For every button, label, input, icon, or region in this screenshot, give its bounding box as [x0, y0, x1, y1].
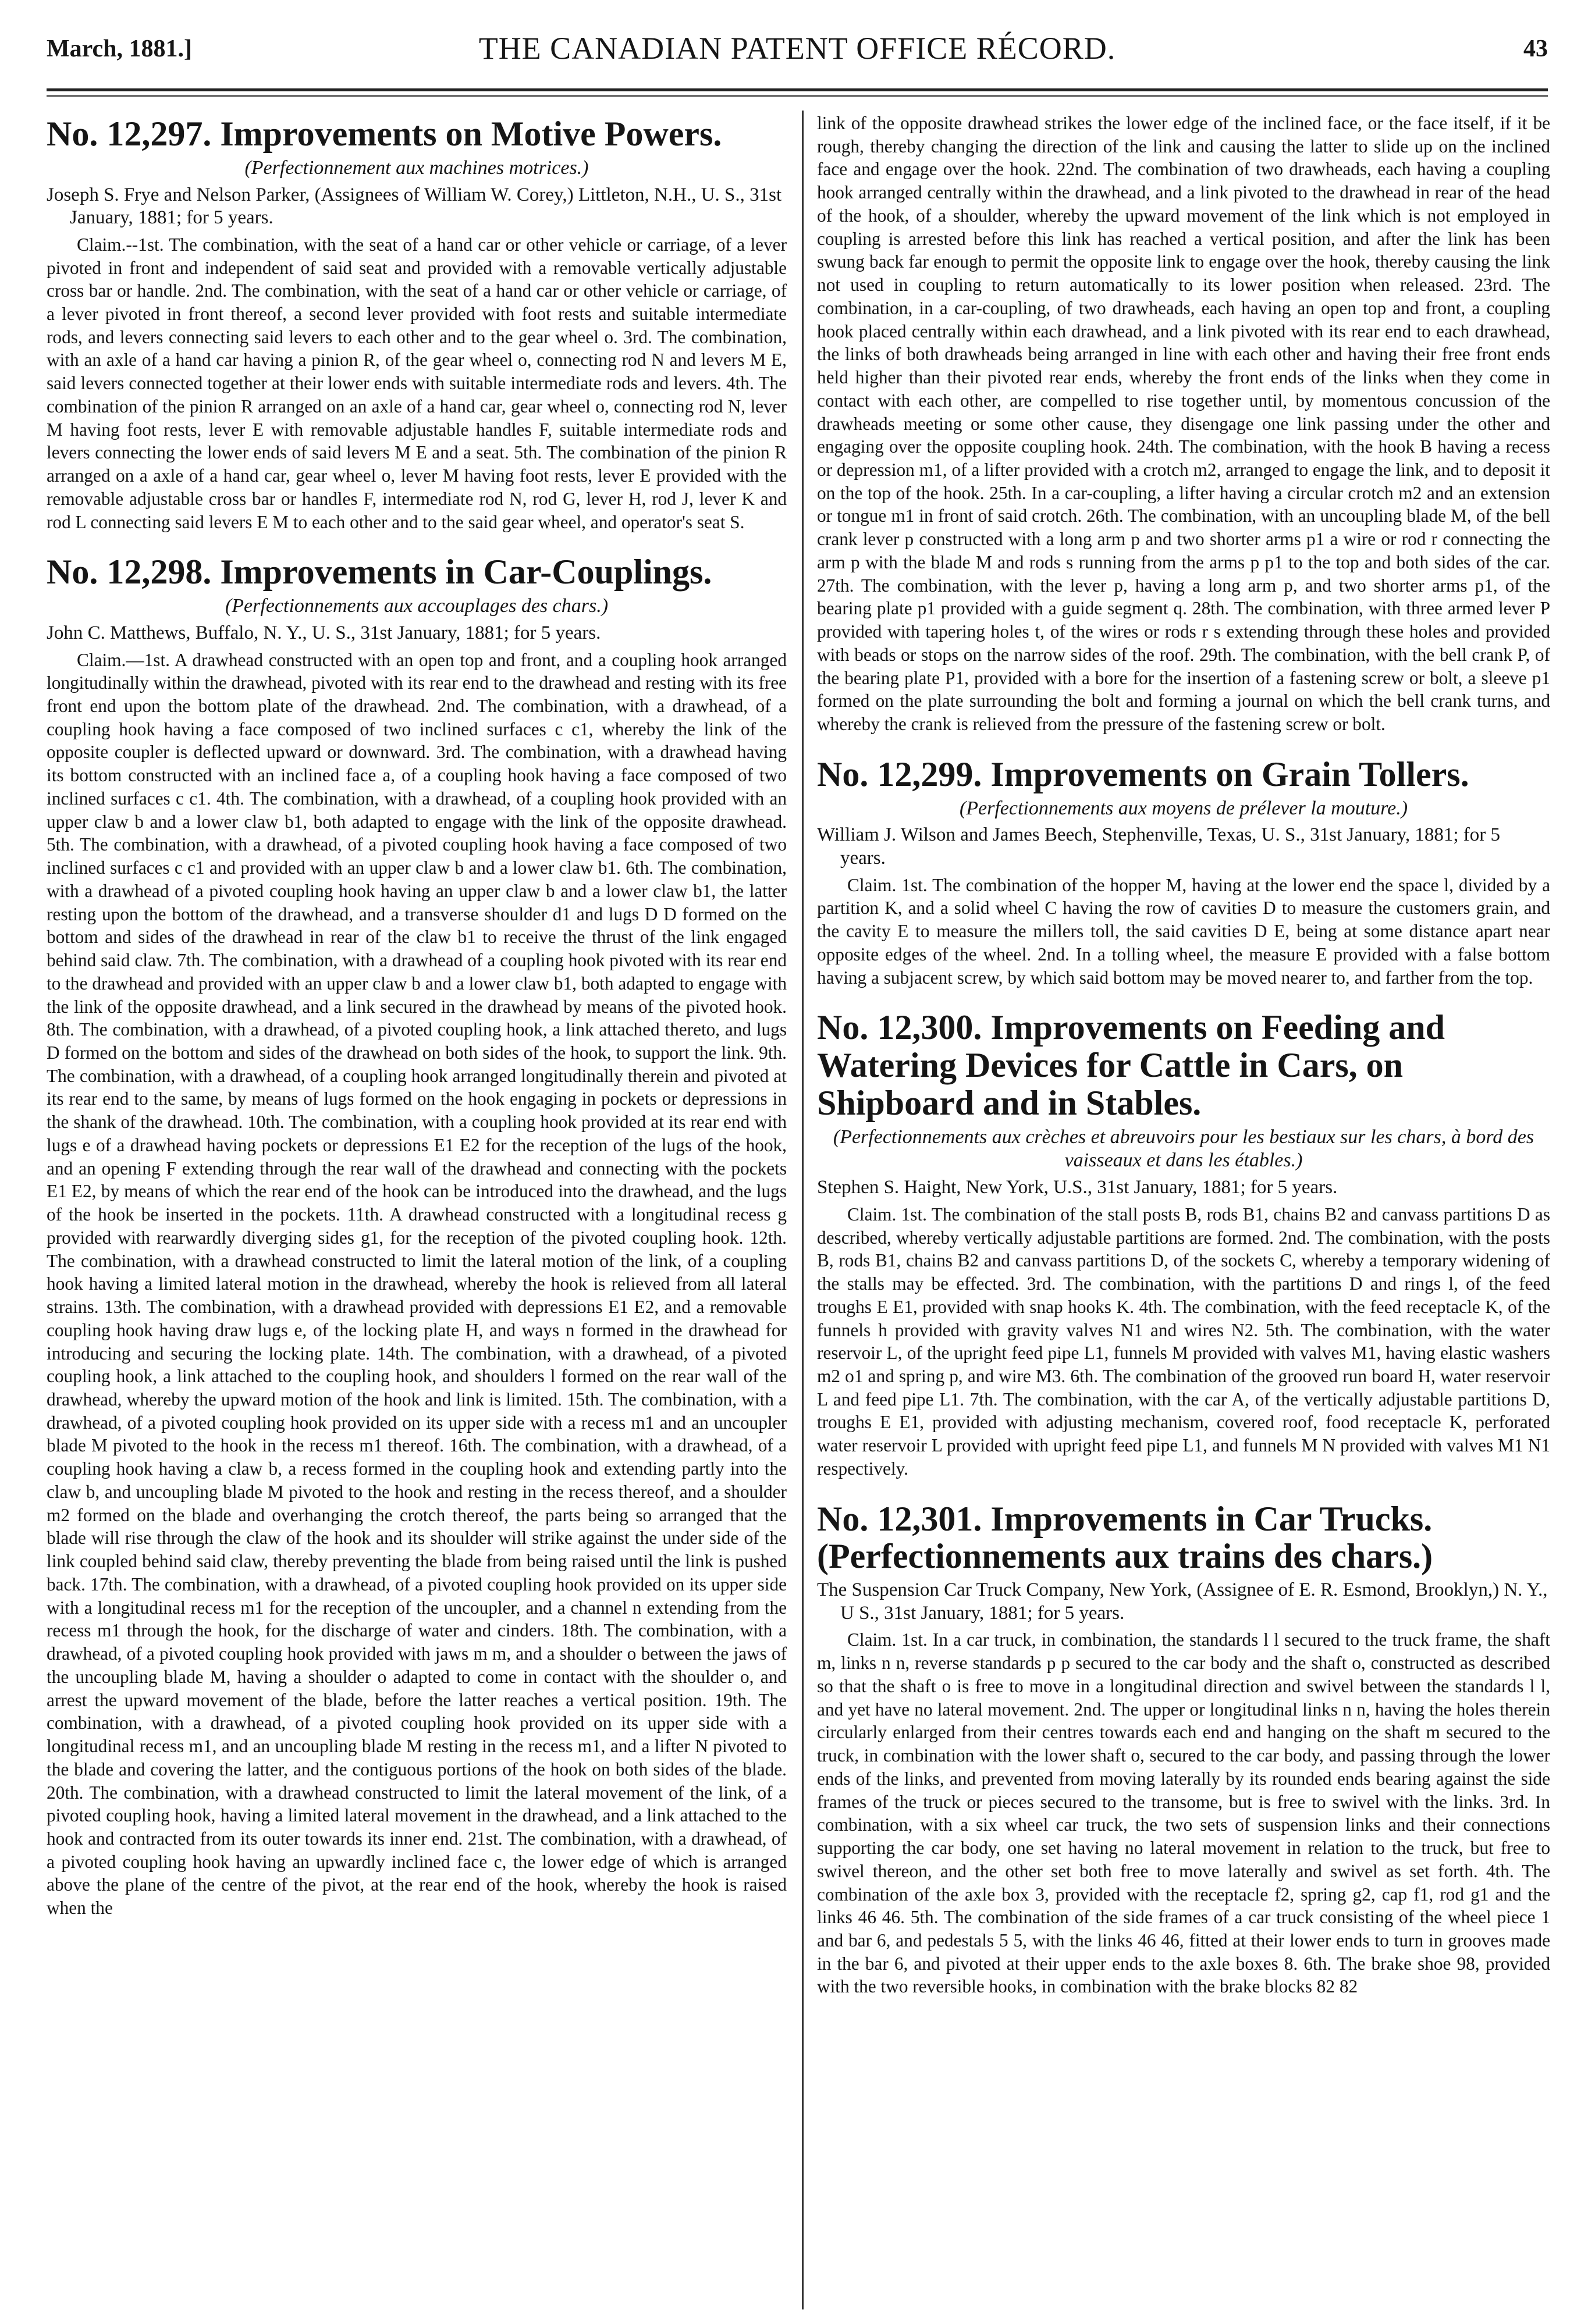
patent-translation: (Perfectionnements aux crèches et abreuvoirs pour les bestiaux sur les chars, à bord des vaisseaux et dans les étables.) [833, 1126, 1534, 1172]
patent-heading: No. 12,301. Improvements in Car Trucks. (Perfectionnements aux trains des chars.) [817, 1499, 1433, 1576]
left-column [47, 112, 787, 2316]
patent-inventor: The Suspension Car Truck Company, New York, (Assignee of E. R. Esmond, Brooklyn,) N. Y., U S., 31st January, 1881; for 5 years. [817, 1579, 1548, 1624]
patent-entry [817, 1500, 1550, 1999]
patent-entry-continued [817, 112, 1550, 736]
patent-heading: No. 12,298. Improvements in Car-Couplings. [47, 553, 712, 592]
page-header [47, 22, 1548, 74]
patent-claims: Claim. 1st. In a car truck, in combination, the standards l l secured to the truck frame, the shaft m, links n n, reverse standards p p secured to the car body and the shaft o, constructed as described so that the shaft o is free to move in a longitudinal direction and swivel between the standards l l, and yet have no lateral movement. 2nd. The upper or longitudinal links n n, having the holes therein circularly enlarged from their centres towards each end and hanging on the shaft m secured to the truck, in combination with the lower shaft o, secured to the car body, and passing through the lower ends of the links, and prevented from moving laterally by its rounded ends bearing against the side frames of the truck or pieces secured to the transome, but is free to swivel with the links. 3rd. In combination, with a six wheel car truck, the two sets of suspension links and their connections supporting the car body, one set having no lateral movement in relation to the truck, but free to swivel thereon, and the other set both free to move laterally and swivel as set forth. 4th. The combination of the axle box 3, provided with the receptacle f2, spring g2, cap f1, rod g1 and the links 46 46. 5th. The combination of the side frames of a car truck consisting of the wheel piece 1 and bar 6, and pedestals 5 5, with the links 46 46, fitted at their lower ends to turn in grooves made in the bar 6, and pivoted at their upper ends to the axle boxes 8. 6th. The brake shoe 98, provided with the two reversible hooks, in combination with the brake blocks 82 82 [817, 1629, 1550, 1997]
patent-heading: No. 12,297. Improvements on Motive Powers. [47, 115, 722, 153]
patent-inventor: John C. Matthews, Buffalo, N. Y., U. S., 31st January, 1881; for 5 years. [47, 622, 601, 643]
patent-claims: Claim.--1st. The combination, with the seat of a hand car or other vehicle or carriage, of a lever pivoted in front and independent of said seat and provided with a removable vertically adjustable cross bar or handle. 2nd. The combination, with the seat of a hand car or other vehicle or carriage, of a lever pivoted in front thereof, a second lever provided with foot rests and suitable intermediate rods, and levers connecting said levers to each other and to the gear wheel o. 3rd. The combination, with an axle of a hand car having a pinion R, of the gear wheel o, connecting rod N and levers M E, said levers connected together at their lower ends with suitable intermediate rods and levers. 4th. The combination of the pinion R arranged on an axle of a hand car, gear wheel o, connecting rod N, lever M having foot rests, lever E with removable adjustable handles F, suitable intermediate rods and levers connecting the lower ends of said levers M E and a seat. 5th. The combination of the pinion R arranged on a axle of a hand car, gear wheel o, lever M having foot rests, lever E provided with the removable adjustable cross bar or handles F, intermediate rod N, rod G, lever H, rod J, lever K and rod L connecting said levers E M to each other and to the said gear wheel, and operator's seat S. [47, 234, 787, 532]
header-rule [47, 88, 1548, 91]
patent-claims-continued: link of the opposite drawhead strikes the lower edge of the inclined face, or the face itself, if it be rough, thereby changing the direction of the link and causing the latter to slide up on the inclined face and engage over the hook. 22nd. The combination of two drawheads, each having a coupling hook arranged centrally within the drawhead, and a link pivoted to the drawhead in rear of the head of the hook, of a shoulder, whereby the upward movement of the link which is not employed in coupling is arrested before this link has reached a vertical position, and after the link has been swung back far enough to permit the opposite link to engage over the hook, thereby causing the link not used in coupling to return automatically to its lower position when released. 23rd. The combination, in a car-coupling, of two drawheads, each having an open top and front, a coupling hook placed centrally within each drawhead, and a link pivoted with its rear end to each drawhead, the links of both drawheads being arranged in line with each other and having their free front ends held higher than their pivoted rear ends, whereby the front ends of the links when they come in contact with each other, are compelled to rise together until, by momentous concussion of the drawheads meeting or some other cause, they disengage one link passing under the other and engaging over the opposite coupling hook. 24th. The combination, with the hook B having a recess or depression m1, of a lifter provided with a crotch m2, arranged to engage the link, and to deposit it on the top of the hook. 25th. In a car-coupling, a lifter having a circular crotch m2 and an extension or tongue m1 in front of said crotch. 26th. The combination, with an uncoupling blade M, of the bell crank lever p constructed with a long arm p and two shorter arms p1 a wire or rod r connecting the arm p with the blade M and rods s running from the arms p p1 to the top and both sides of the car. 27th. The combination, with the lever p, having a long arm p, and two shorter arms p1, of the bearing plate p1 provided with a guide segment q. 28th. The combination, with three armed lever P provided with tapering holes t, of the wires or rods r s extending through these holes and provided with beads or stops on the narrow sides of the roof. 29th. The combination, with the bell crank P, of the bearing plate P1, provided with a bore for the insertion of a fastening screw or bolt, a sleeve p1 formed on the plate surrounding the bolt and forming a journal on which the bell crank turns, and whereby the crank is relieved from the pressure of the fastening screw or bolt. [817, 113, 1550, 735]
patent-inventor: Joseph S. Frye and Nelson Parker, (Assignees of William W. Corey,) Littleton, N.H., U. S., 31st January, 1881; for 5 years. [47, 184, 782, 229]
patent-entry [817, 756, 1550, 989]
patent-inventor: Stephen S. Haight, New York, U.S., 31st January, 1881; for 5 years. [817, 1177, 1338, 1198]
patent-entry [47, 115, 787, 533]
patent-entry [47, 553, 787, 1920]
patent-inventor: William J. Wilson and James Beech, Stephenville, Texas, U. S., 31st January, 1881; for 5 years. [817, 824, 1500, 869]
patent-translation: (Perfectionnements aux moyens de prélever la mouture.) [959, 797, 1408, 819]
patent-claims: Claim. 1st. The combination of the stall posts B, rods B1, chains B2 and canvass partitions D as described, whereby vertically adjustable partitions are formed. 2nd. The combination, with the posts B, rods B1, chains B2 and canvass partitions D, of the sockets C, whereby a temporary widening of the stalls may be effected. 3rd. The combination, with the partitions D and rings l, of the feed troughs E E1, provided with snap hooks K. 4th. The combination, with the feed receptacle K, of the funnels h provided with gravity valves N1 and wires N2. 5th. The combination, with the water reservoir L, of the upright feed pipe L1, funnels M provided with valves M1, having elastic washers m2 o1 and spring p, and wire M3. 6th. The combination of the grooved run board H, water reservoir L and feed pipe L1. 7th. The combination, with the car A, of the vertically adjustable partitions D, troughs E E1, provided with adjusting mechanism, covered roof, food receptacle K, perforated water reservoir L provided with upright feed pipe L1, and funnels M N provided with valves M1 N1 respectively. [817, 1204, 1550, 1479]
column-divider [802, 111, 804, 2309]
issue-date: March, 1881.] [47, 35, 193, 62]
patent-translation: (Perfectionnement aux machines motrices.) [244, 156, 589, 179]
patent-claims: Claim. 1st. The combination of the hopper M, having at the lower end the space l, divided by a partition K, and a solid wheel C having the row of cavities D to measure the customers grain, and the cavity E to measure the millers toll, the said cavities D E, being at some distance apart near opposite edges of the wheel. 2nd. In a tolling wheel, the measure E provided with a false bottom having a subjacent screw, by which said bottom may be moved nearer to, and farther from the top. [817, 874, 1550, 988]
patent-entry [817, 1009, 1550, 1480]
patent-heading: No. 12,299. Improvements on Grain Tollers. [817, 755, 1469, 793]
publication-title: THE CANADIAN PATENT OFFICE RÉCORD. [478, 31, 1116, 66]
patent-translation: (Perfectionnements aux accouplages des chars.) [225, 595, 609, 617]
header-rule-thin [47, 95, 1548, 97]
patent-heading: No. 12,300. Improvements on Feeding and Watering Devices for Cattle in Cars, on Shipboard and in Stables. [817, 1008, 1445, 1122]
patent-claims: Claim.—1st. A drawhead constructed with an open top and front, and a coupling hook arranged longitudinally within the drawhead, pivoted with its rear end to the drawhead and resting with its free front end upon the bottom plate of the drawhead. 2nd. The combination, with a drawhead, of a coupling hook having a face composed of two inclined surfaces c c1, whereby the link of the opposite coupler is deflected upward or downward. 3rd. The combination, with a drawhead having its bottom constructed with an inclined face a, of a coupling hook having a face composed of two inclined surfaces c c1. 4th. The combination, with a drawhead, of a coupling hook provided with an upper claw b and a lower claw b1, both adapted to engage with the link of the opposite drawhead. 5th. The combination, with a drawhead, of a pivoted coupling hook having a face composed of two inclined surfaces c c1 and provided with an upper claw b and a lower claw b1. 6th. The combination, with a drawhead of a pivoted coupling hook having an upper claw b and a lower claw b1, the latter resting upon the bottom of the drawhead, and a transverse shoulder d1 and lugs D D formed on the bottom and sides of the drawhead in rear of the claw b1 to receive the thrust of the link engaged behind said claw. 7th. The combination, with a drawhead of a coupling hook pivoted with its rear end to the drawhead and provided with an upper claw b and a lower claw b1, both adapted to engage with the link of the opposite drawhead, and a link secured in the drawhead by means of the pivoted hook. 8th. The combination, with a drawhead, of a pivoted coupling hook, a link attached thereto, and lugs D formed on the bottom and sides of the drawhead on both sides of the hook, to support the link. 9th. The combination, with a drawhead, of a coupling hook arranged longitudinally therein and pivoted at its rear end to the same, by means of lugs formed on the hook engaging in pockets or depressions in the shank of the drawhead. 10th. The combination, with a coupling hook provided at its rear end with lugs e of a drawhead having pockets or depressions E1 E2 for the reception of the lugs of the hook, and an opening F extending through the rear wall of the drawhead and connecting with the pockets E1 E2, by means of which the rear end of the hook can be introduced into the drawhead, and the lugs of the hook be inserted in the pockets. 11th. A drawhead constructed with a longitudinal recess g provided with rearwardly diverging sides g1, for the reception of the pivoted coupling hook. 12th. The combination, with a drawhead constructed to limit the lateral motion of the link, of a coupling hook having a limited lateral motion in the drawhead, whereby the hook is relieved from all lateral strains. 13th. The combination, with a drawhead provided with depressions E1 E2, and a removable coupling hook having draw lugs e, of the locking plate H, and ways n formed in the drawhead for introducing and securing the locking plate. 14th. The combination, with a drawhead, of a pivoted coupling hook, a link attached to the coupling hook, and shoulders l formed on the rear wall of the drawhead, whereby the upward motion of the hook and link is limited. 15th. The combination, with a drawhead, of a pivoted coupling hook provided on its upper side with a recess m1 and an uncoupler blade M pivoted to the hook in the recess m1 thereof. 16th. The combination, with a drawhead, of a coupling hook having a claw b, a recess formed in the coupling hook and extending partly into the claw b, and uncoupling blade M pivoted to the hook and resting in the recess thereof, and a shoulder m2 formed on the blade and overhanging the crotch thereof, the parts being so arranged that the blade will rise through the claw of the hook and its shoulder will strike against the under side of the link coupled behind said claw, thereby preventing the blade from being raised until the link is pushed back. 17th. The combination, with a drawhead, of a pivoted coupling hook provided on its upper side with a longitudinal recess m1 for the reception of the uncoupler, and a channel n extending from the recess m1 through the hook, for the discharge of water and cinders. 18th. The combination, with a drawhead, of a pivoted coupling hook provided with jaws m m, and a shoulder o between the jaws of the uncoupling blade M, having a shoulder o adapted to come in contact with the shoulder o, and arrest the upward movement of the blade, before the latter reaches a vertical position. 19th. The combination, with a drawhead, of a pivoted coupling hook provided on its upper side with a longitudinal recess m1, and an uncoupling blade M resting in the recess m1, and a lifter N pivoted to the blade and covering the latter, and the contiguous portions of the hook on both sides of the blade. 20th. The combination, with a drawhead constructed to limit the lateral movement of the link, of a pivoted coupling hook, having a limited lateral movement in the drawhead, and a link attached to the hook and contracted from its outer towards its inner end. 21st. The combination, with a drawhead, of a pivoted coupling hook having an upwardly inclined face c, the lower edge of which is arranged above the plane of the centre of the pivot, at the rear end of the hook, whereby the hook is raised when the [47, 649, 787, 1919]
right-column [817, 112, 1550, 2316]
page-number: 43 [1523, 35, 1548, 62]
